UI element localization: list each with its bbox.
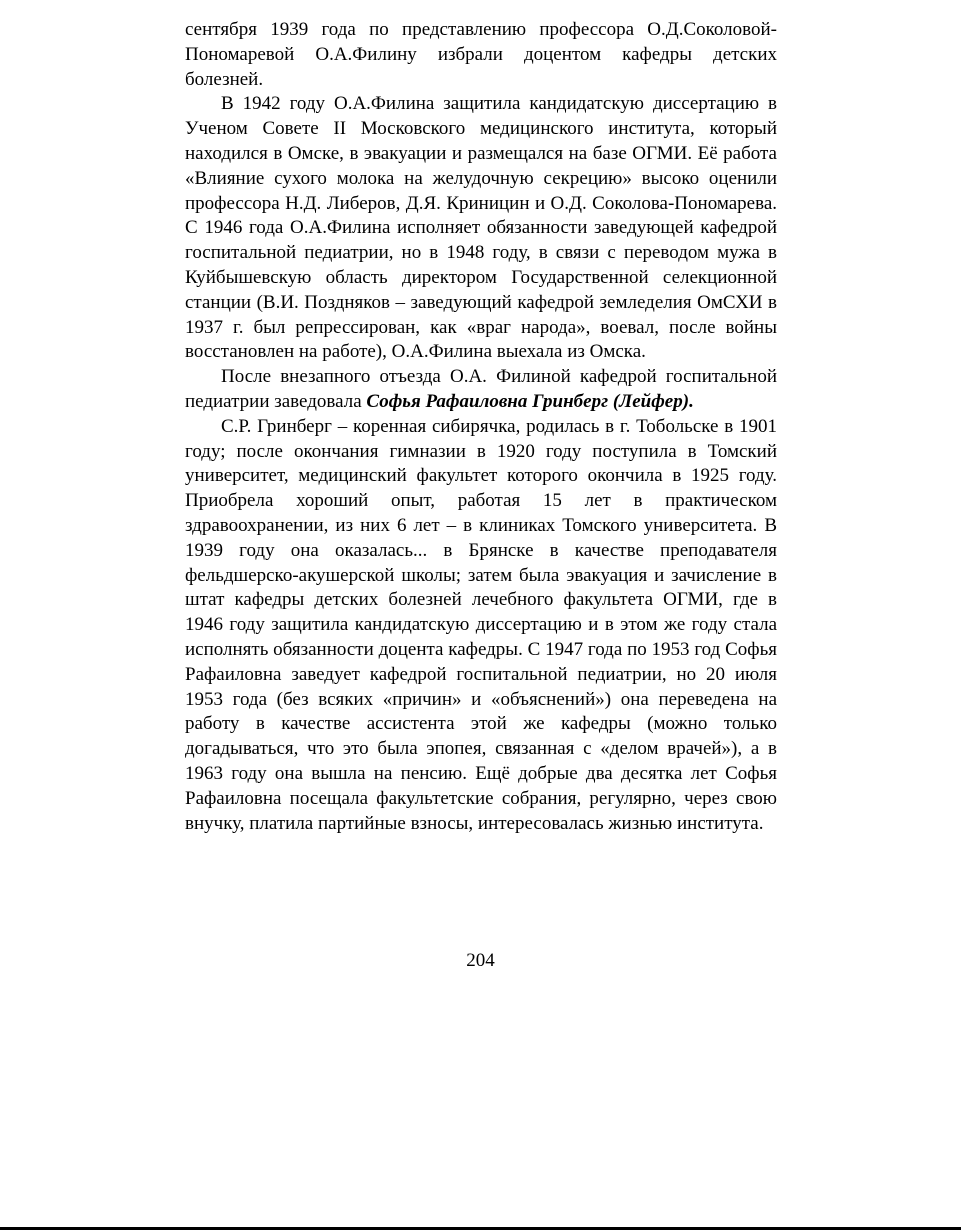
paragraph-3-text: После внезапного отъезда О.А. Филиной кафедрой госпитальной педиатрии заведовала [185,366,777,412]
paragraph-1: сентября 1939 года по представлению профессора О.Д.Соколовой-Пономаревой О.А.Филину избрали доцентом кафедры детских болезней. [185,19,777,90]
page-number: 204 [466,950,495,971]
paragraph-4: С.Р. Гринберг – коренная сибирячка, родилась в г. Тобольске в 1901 году; после окончания гимназии в 1920 году поступила в Томский университет, медицинский факультет которого окончила в 1925 году. Приобрела хороший опыт, работая 15 лет в практическом здравоохранении, из них 6 лет – в клиниках Томского университета. В 1939 году она оказалась... в Брянске в качестве преподавателя фельдшерско-акушерской школы; затем была эвакуация и зачисление в штат кафедры детских болезней лечебного факультета ОГМИ, где в 1946 году защитила кандидатскую диссертацию и в этом же году стала исполнять обязанности доцента кафедры. С 1947 года по 1953 год Софья Рафаиловна заведует кафедрой госпитальной педиатрии, но 20 июля 1953 года (без всяких «причин» и «объяснений») она переведена на работу в качестве ассистента этой же кафедры (можно только догадываться, что это была эпопея, связанная с «делом врачей»), а в 1963 году она вышла на пенсию. Ещё добрые два десятка лет Софья Рафаиловна посещала факультетские собрания, регулярно, через свою внучку, платила партийные взносы, интересовалась жизнью института. [185,415,777,834]
paragraph-2: В 1942 году О.А.Филина защитила кандидатскую диссертацию в Ученом Совете II Московского медицинского института, который находился в Омске, в эвакуации и размещался на базе ОГМИ. Её работа «Влияние сухого молока на желудочную секрецию» высоко оценили профессора Н.Д. Либеров, Д.Я. Криницин и О.Д. Соколова-Пономарева. С 1946 года О.А.Филина исполняет обязанности заведующей кафедрой госпитальной педиатрии, но в 1948 году, в связи с переводом мужа в Куйбышевскую область директором Государственной селекционной станции (В.И. Поздняков – заведующий кафедрой земледелия ОмСХИ в 1937 г. был репрессирован, как «враг народа», воевал, после войны восстановлен на работе), О.А.Филина выехала из Омска. [185,93,777,363]
paragraph-3 [185,365,777,415]
page-body [185,18,777,836]
emphasized-name: Софья Рафаиловна Гринберг (Лейфер). [366,390,694,412]
